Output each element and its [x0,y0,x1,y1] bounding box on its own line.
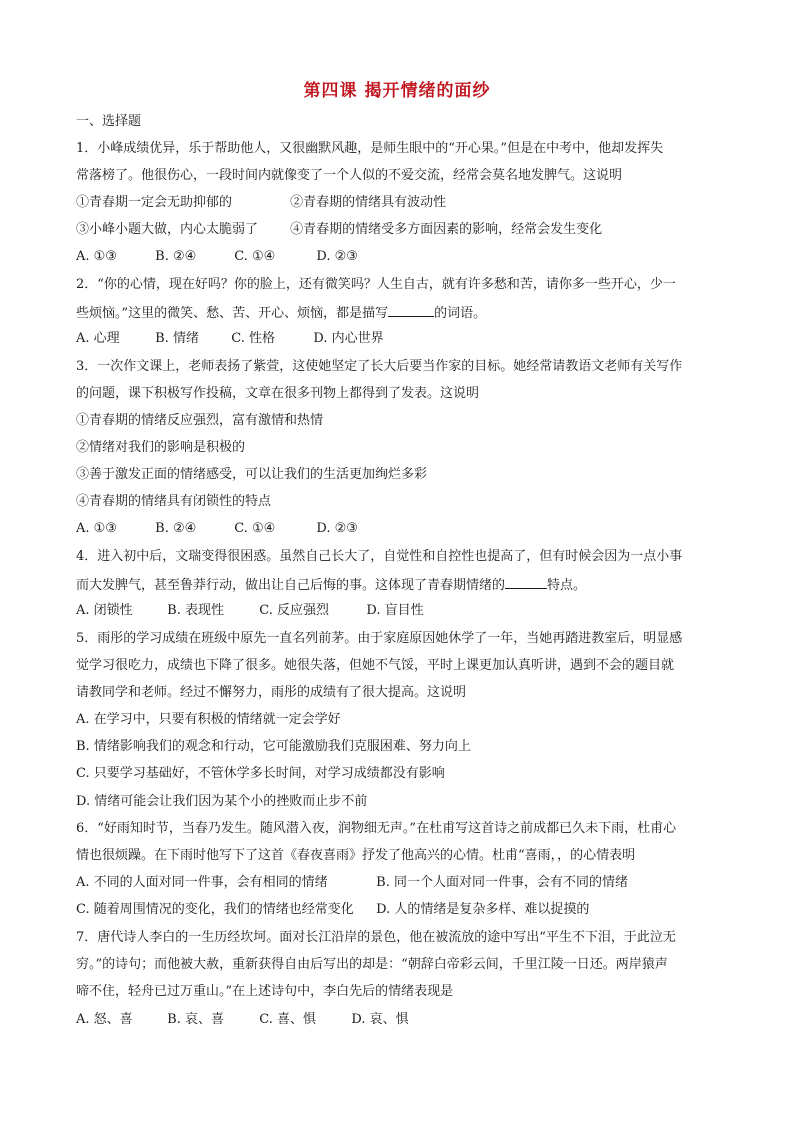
q4-stem-line2 [76,574,734,596]
page-title: 第四课 揭开情绪的面纱 [303,81,491,101]
q1-statement-4: ④青春期的情绪受多方面因素的影响，经常会发生变化 [290,222,603,237]
q1-statement-1: ①青春期一定会无助抑郁的 [76,195,233,210]
q6-option-c[interactable]: C. 随着周围情况的变化，我们的情绪也经常变化 [76,902,354,917]
q1-statement-3: ③小峰小题大做，内心太脆弱了 [76,222,259,237]
q6-option-d[interactable]: D. 人的情绪是复杂多样、难以捉摸的 [376,902,590,917]
q1-options [76,247,734,267]
q2-options [76,329,734,349]
q2-option-a[interactable]: A. 心理 [76,331,120,346]
q3-statement-2: ②情绪对我们的影响是积极的 [76,440,246,455]
q3-statement-3: ③善于激发正面的情绪感受，可以让我们的生活更加绚烂多彩 [76,467,428,482]
q4-options [76,601,734,621]
q2-stem-text-b: 的词语。 [434,306,487,321]
q7-option-a[interactable]: A. 怒、喜 [76,1012,133,1027]
q3-option-a[interactable]: A. ①③ [76,521,117,536]
q3-statement-1: ①青春期的情绪反应强烈，富有激情和热情 [76,413,324,428]
q1-stem-line1: 1．小峰成绩优异，乐于帮助他人，又很幽默风趣，是师生眼中的“开心果。”但是在中考中，他却发挥失 [76,141,664,156]
q3-options [76,519,734,539]
q2-option-b[interactable]: B. 情绪 [155,331,199,346]
q1-option-c[interactable]: C. ①④ [234,249,276,264]
q5-stem-line2: 觉学习很吃力，成绩也下降了很多。她很失落，但她不气馁，平时上课更加认真听讲，遇到不会的题目就 [76,658,675,673]
q3-stem-line1: 3．一次作文课上，老师表扬了紫萱，这使她坚定了长大后要当作家的目标。她经常请教语文老师有关写作 [76,359,683,374]
q2-option-d[interactable]: D. 内心世界 [313,331,384,346]
q5-stem-line1: 5．雨彤的学习成绩在班级中原先一直名列前茅。由于家庭原因她休学了一年，当她再踏进教室后，明显感 [76,631,683,646]
q5-option-d[interactable]: D. 情绪可能会让我们因为某个小的挫败而止步不前 [76,794,368,809]
q1-option-d[interactable]: D. ②③ [316,249,358,264]
q1-option-b[interactable]: B. ②④ [155,249,197,264]
q4-option-d[interactable]: D. 盲目性 [366,603,424,618]
q5-option-c[interactable]: C. 只要学习基础好，不管休学多长时间，对学习成绩都没有影响 [76,766,445,781]
q7-option-d[interactable]: D. 哀、惧 [351,1012,409,1027]
section-heading: 一、选择题 [76,114,142,129]
q7-option-b[interactable]: B. 哀、喜 [167,1012,224,1027]
q6-stem-line1: 6．“好雨知时节，当春乃发生。随风潜入夜，润物细无声。”在杜甫写这首诗之前成都已久未下雨，杜甫心 [76,821,677,836]
q3-statement-4: ④青春期的情绪具有闭锁性的特点 [76,494,272,509]
q6-options-row1 [76,873,734,893]
q5-option-a[interactable]: A. 在学习中，只要有积极的情绪就一定会学好 [76,712,341,727]
q2-answer-blank[interactable] [388,302,434,317]
q2-option-c[interactable]: C. 性格 [231,331,276,346]
q5-stem-line3: 请教同学和老师。经过不懈努力，雨彤的成绩有了很大提高。这说明 [76,685,467,700]
q1-statements-row1 [76,193,734,213]
q1-stem-line2: 常落榜了。他很伤心，一段时间内就像变了一个人似的不爱交流，经常会莫名地发脾气。这说明 [76,168,623,183]
q7-stem-line2: 穷。”的诗句；而他被大赦，重新获得自由后写出的却是：“朝辞白帝彩云间，千里江陵一日还。两岸猿声 [76,957,668,972]
q1-option-a[interactable]: A. ①③ [76,249,117,264]
q4-option-c[interactable]: C. 反应强烈 [259,603,330,618]
q7-stem-line3: 啼不住，轻舟已过万重山。”在上述诗句中，李白先后的情绪表现是 [76,984,454,999]
q2-stem-text-a: 些烦恼。”这里的微笑、愁、苦、开心、烦恼，都是描写 [76,306,389,321]
q7-options [76,1010,734,1030]
q7-option-c[interactable]: C. 喜、惧 [259,1012,317,1027]
q4-option-a[interactable]: A. 闭锁性 [76,603,133,618]
q4-answer-blank[interactable] [505,574,547,589]
q6-stem-line2: 情也很烦躁。在下雨时他写下了这首《春夜喜雨》抒发了他高兴的心情。杜甫“喜雨，，的心情表明 [76,848,636,863]
q7-stem-line1: 7．唐代诗人李白的一生历经坎坷。面对长江沿岸的景色，他在被流放的途中写出“平生不下泪，于此泣无 [76,930,676,945]
q3-stem-line2: 的问题，课下积极写作投稿，文章在很多刊物上都得到了发表。这说明 [76,386,480,401]
q2-stem-line2 [76,302,734,324]
q4-stem-text-b: 特点。 [547,578,587,593]
q3-option-d[interactable]: D. ②③ [316,521,358,536]
q3-option-b[interactable]: B. ②④ [155,521,197,536]
q6-options-row2 [76,900,734,920]
q1-statements-row2 [76,220,734,240]
q6-option-b[interactable]: B. 同一个人面对同一件事，会有不同的情绪 [376,875,628,890]
q4-stem-line1: 4．进入初中后，文瑞变得很困惑。虽然自己长大了，自觉性和自控性也提高了，但有时候会因为一点小事 [76,549,683,564]
q4-stem-text-a: 而大发脾气，甚至鲁莽行动，做出让自己后悔的事。这体现了青春期情绪的 [76,578,506,593]
q1-statement-2: ②青春期的情绪具有波动性 [290,195,447,210]
q4-option-b[interactable]: B. 表现性 [167,603,224,618]
q5-option-b[interactable]: B. 情绪影响我们的观念和行动，它可能激励我们克服困难、努力向上 [76,739,471,754]
q6-option-a[interactable]: A. 不同的人面对同一件事，会有相同的情绪 [76,875,328,890]
q3-option-c[interactable]: C. ①④ [234,521,276,536]
q2-stem-line1: 2．“你的心情，现在好吗？你的脸上，还有微笑吗？人生自古，就有许多愁和苦，请你多一些开心，少一 [76,277,676,292]
